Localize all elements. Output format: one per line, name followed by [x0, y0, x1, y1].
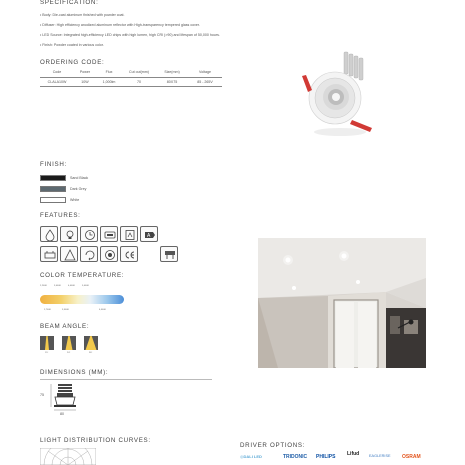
ip20-icon — [40, 226, 58, 242]
finish-label: Sand Black — [70, 176, 89, 180]
warranty-icon — [100, 246, 118, 262]
led-icon — [60, 226, 78, 242]
rotation-icon — [80, 246, 98, 262]
beam-angle-label: 24° — [67, 352, 71, 354]
driver-logo-lifud: Lifud — [347, 451, 360, 457]
driver-logo-dali: ◎DALI LED — [240, 454, 262, 459]
svg-text:A: A — [147, 232, 151, 239]
cell-power: 10W — [81, 79, 89, 84]
cct-label: 2,200K — [40, 285, 47, 287]
finish-swatch-dark-grey — [40, 186, 66, 192]
column-header: Voltage — [199, 70, 211, 75]
driver-logo-philips: PHILIPS — [316, 454, 336, 460]
column-header: Size(mm) — [164, 70, 180, 75]
column-header: Code — [52, 70, 62, 75]
beam-angle-15 — [40, 336, 54, 350]
installation-icon — [160, 246, 178, 262]
ordering-table — [40, 68, 222, 87]
cell-size: 80X75 — [166, 79, 178, 84]
lifespan-icon — [80, 226, 98, 242]
driver-logo-tridonic: TRIDONIC — [283, 454, 308, 460]
dimmable-icon — [120, 226, 138, 242]
cct-label: 3,500K — [62, 309, 69, 311]
product-image — [300, 46, 380, 142]
driver-logo-osram: OSRAM — [402, 454, 421, 460]
cell-flux: 1,000lm — [102, 79, 116, 84]
finish-heading: FINISH: — [40, 161, 67, 168]
beam-angle-24 — [62, 336, 76, 350]
specification-heading: SPECIFICATION: — [40, 0, 99, 6]
cell-code: CLALA10W — [47, 79, 67, 84]
driver-logo-eaglerise: EAGLERISE — [369, 454, 391, 458]
spec-item: • LED Source: Integrated high-efficiency LED chips with high lumen, high CRI (>90) and lifespan of 50,000 hours. — [40, 33, 220, 37]
dimension-width: 80 — [60, 412, 64, 416]
color-temperature-bar — [40, 295, 124, 304]
color-temperature-heading: COLOR TEMPERATURE: — [40, 272, 125, 279]
beam-angle-36 — [84, 336, 98, 350]
column-header: Flux — [105, 70, 113, 75]
beam-icon — [60, 246, 78, 262]
cell-voltage: 85 - 265V — [197, 79, 213, 84]
installation-photo — [258, 238, 426, 368]
ordering-header-row — [40, 68, 222, 77]
dimension-drawing — [48, 383, 82, 413]
dimensions-divider — [40, 379, 212, 380]
driver-options-heading: DRIVER OPTIONS: — [240, 442, 306, 449]
cct-label: 5,000K — [82, 285, 89, 287]
beam-angle-heading: BEAM ANGLE: — [40, 323, 90, 330]
beam-angle-label: 15° — [45, 352, 49, 354]
dimension-height: 75 — [40, 393, 44, 397]
driver-icon — [40, 246, 58, 262]
column-header: Cut out(mm) — [129, 70, 149, 75]
ce-icon — [120, 246, 138, 262]
finish-swatch-sand-black — [40, 175, 66, 181]
finish-label: Dark Grey — [70, 187, 87, 191]
polar-curve-diagram — [40, 448, 96, 465]
finish-swatch-white — [40, 197, 66, 203]
class-a-icon — [140, 226, 158, 242]
dimensions-heading: DIMENSIONS (MM): — [40, 369, 109, 376]
beam-angle-label: 36° — [89, 352, 93, 354]
cri-icon — [100, 226, 118, 242]
cct-label: 6,500K — [99, 309, 106, 311]
features-heading: FEATURES: — [40, 212, 81, 219]
cct-label: 2,700K — [44, 309, 51, 311]
cell-cutout: 70 — [137, 79, 141, 84]
spec-item: • Finish: Powder coated in various color. — [40, 43, 104, 47]
spec-item: • Diffuser: High efficiency anodized aluminum reflector with High-transparency tempered glass cover. — [40, 23, 200, 27]
table-row — [40, 77, 222, 86]
light-distribution-heading: LIGHT DISTRIBUTION CURVES: — [40, 437, 151, 444]
spec-item: • Body: Die-cast aluminum finished with powder coat. — [40, 13, 125, 17]
cct-label: 4,000K — [68, 285, 75, 287]
column-header: Power — [79, 70, 91, 75]
ordering-code-heading: ORDERING CODE: — [40, 59, 105, 66]
cct-label: 3,000K — [54, 285, 61, 287]
finish-label: White — [70, 198, 80, 202]
